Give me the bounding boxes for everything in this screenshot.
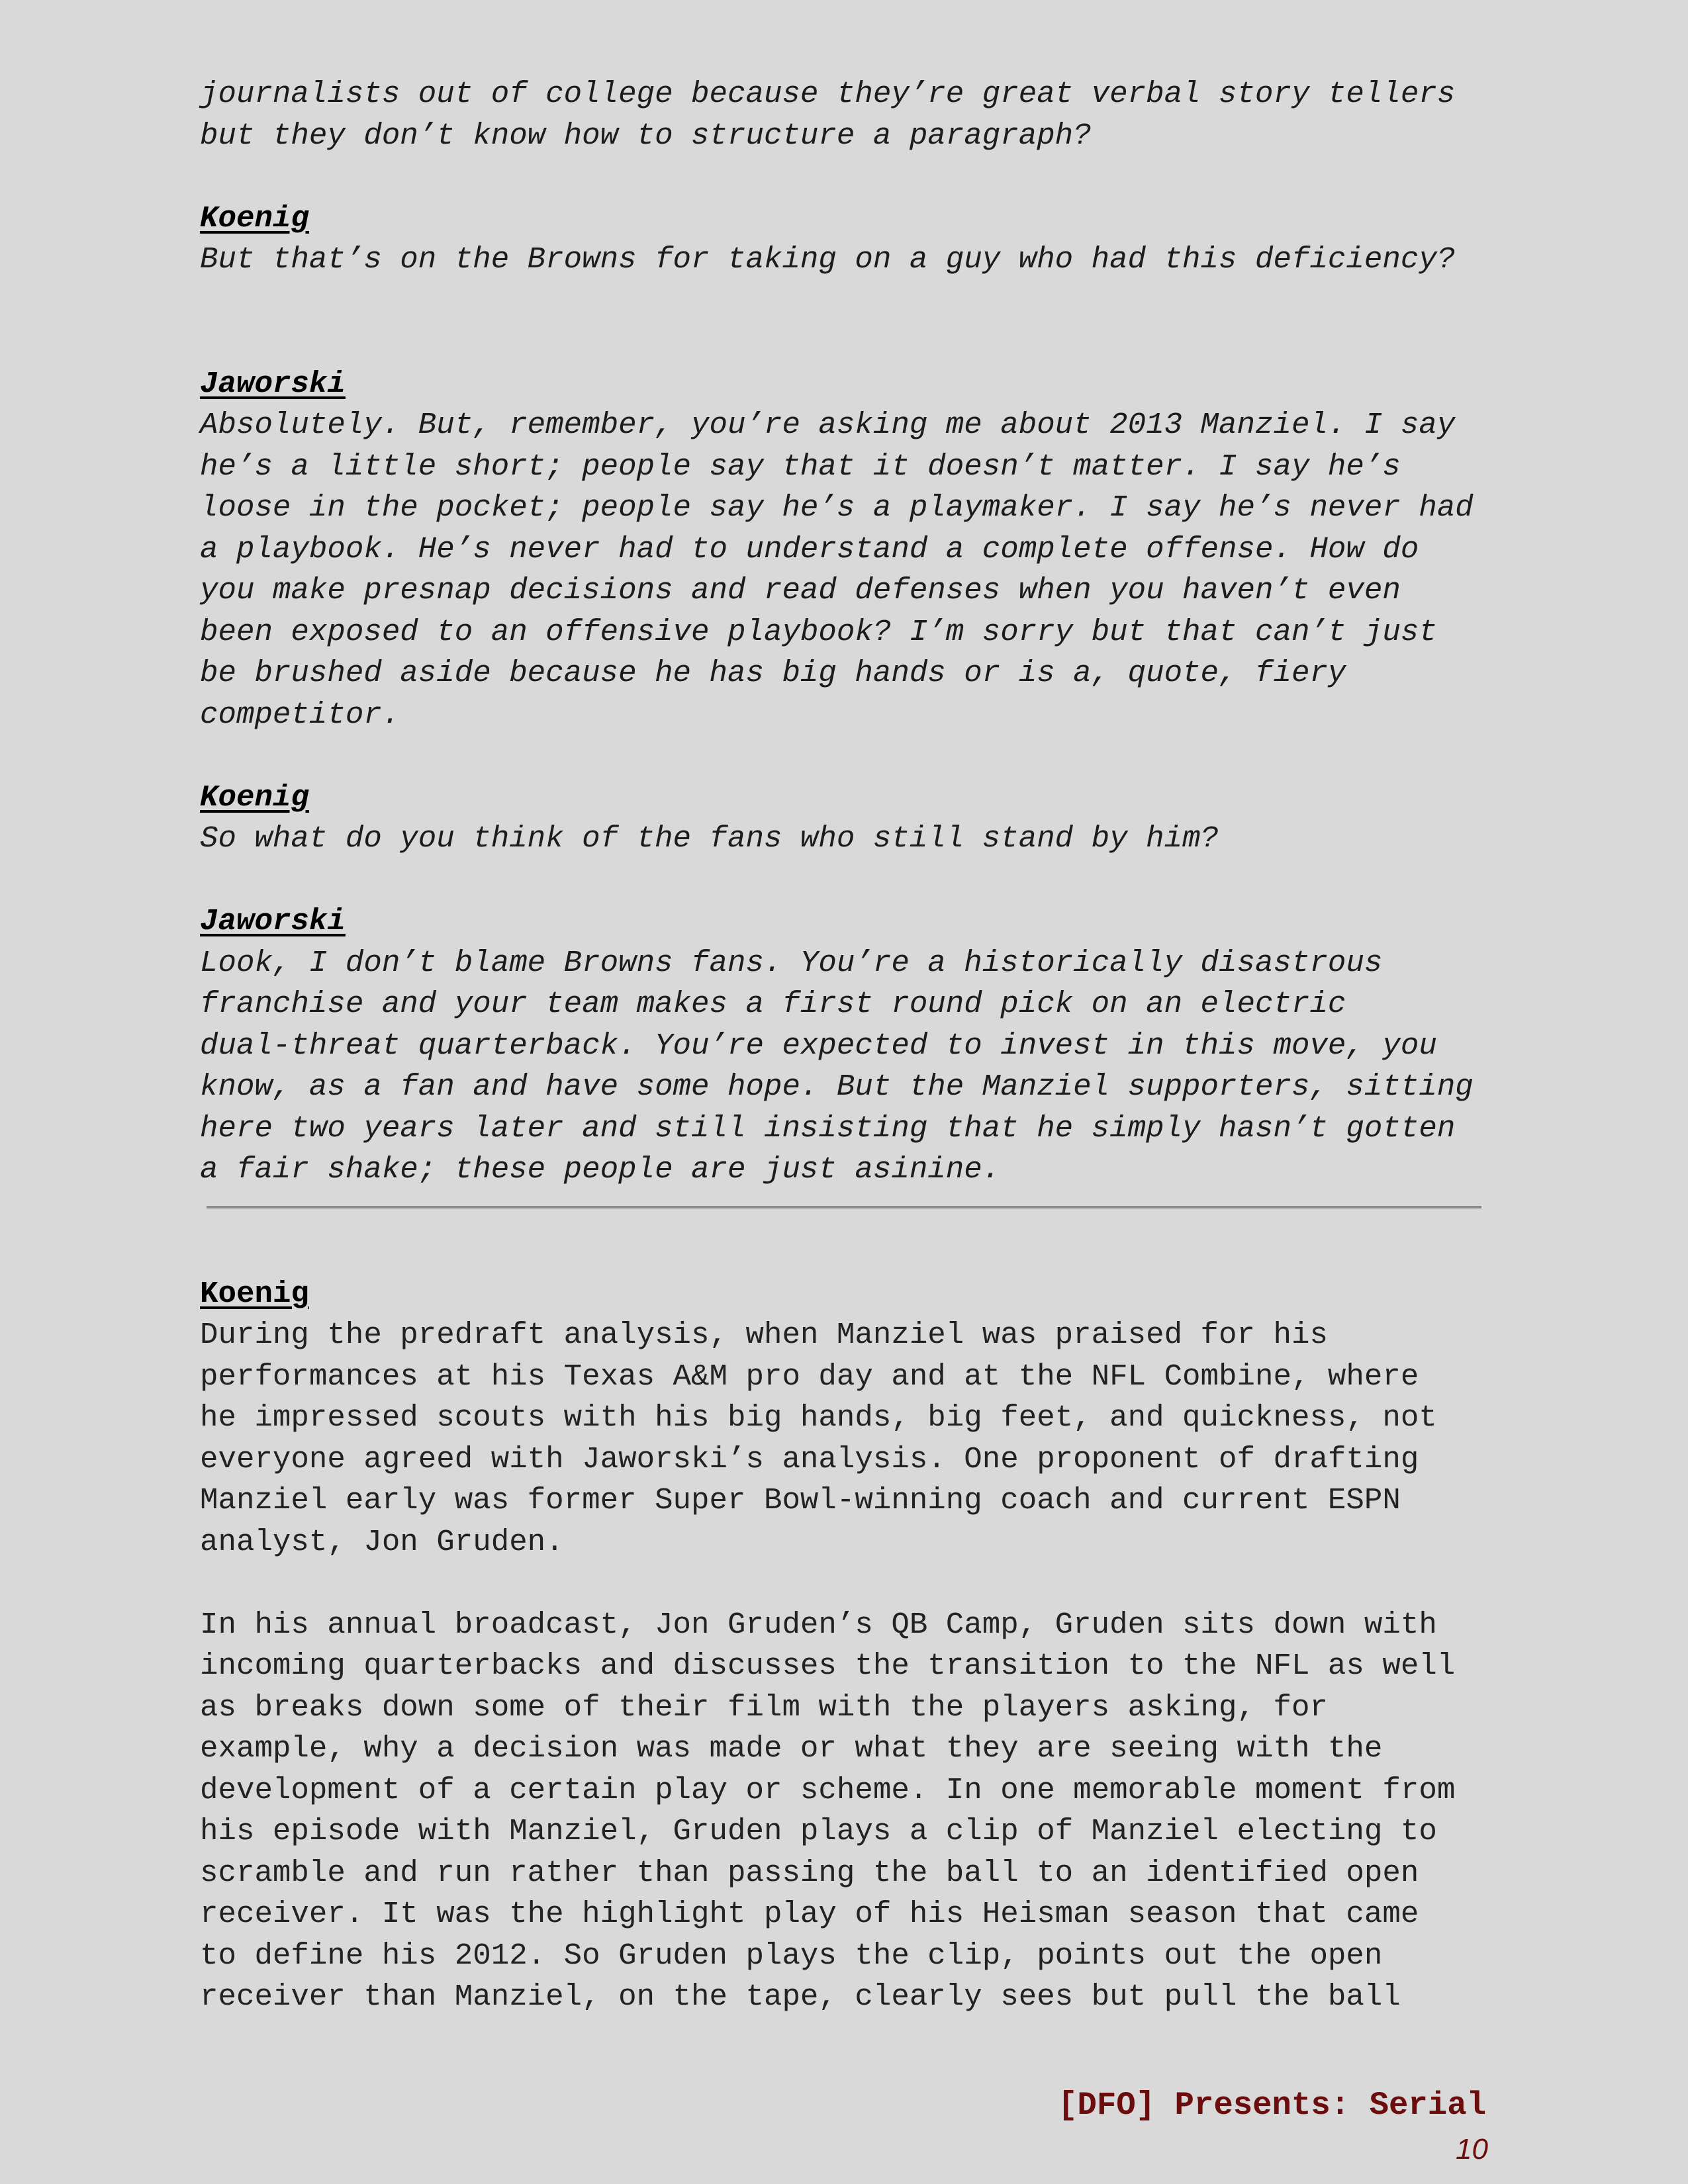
text-line: a fair shake; these people are just asinine. xyxy=(200,1152,1001,1187)
text-line: So what do you think of the fans who still stand by him? xyxy=(200,821,1219,856)
speaker-name: Koenig xyxy=(200,201,309,236)
text-line: receiver than Manziel, on the tape, clearly sees but pull the ball xyxy=(200,1979,1401,2014)
speaker-name: Koenig xyxy=(200,1276,309,1311)
text-line: Manziel early was former Super Bowl-winning coach and current ESPN xyxy=(200,1483,1401,1518)
text-line: receiver. It was the highlight play of his Heisman season that came xyxy=(200,1897,1419,1931)
text-line: to define his 2012. So Gruden plays the clip, points out the open xyxy=(200,1938,1383,1973)
exchange-koenig-1 xyxy=(200,198,1497,281)
narration-section xyxy=(200,1273,1497,2018)
text-line: But that’s on the Browns for taking on a guy who had this deficiency? xyxy=(200,242,1456,277)
text-line: example, why a decision was made or what they are seeing with the xyxy=(200,1731,1383,1766)
text-line: journalists out of college because they’re great verbal story tellers xyxy=(200,77,1456,111)
continued-quote xyxy=(200,73,1497,156)
text-line: been exposed to an offensive playbook? I’m sorry but that can’t just xyxy=(200,614,1437,649)
exchange-jaworski-2 xyxy=(200,901,1497,1191)
text-line: loose in the pocket; people say he’s a playmaker. I say he’s never had xyxy=(200,490,1474,525)
text-line: franchise and your team makes a first round pick on an electric xyxy=(200,987,1346,1021)
text-line: he’s a little short; people say that it doesn’t matter. I say he’s xyxy=(200,449,1401,484)
text-line: his episode with Manziel, Gruden plays a clip of Manziel electing to xyxy=(200,1814,1437,1848)
text-line: Look, I don’t blame Browns fans. You’re a historically disastrous xyxy=(200,945,1383,980)
text-line: analyst, Jon Gruden. xyxy=(200,1524,564,1559)
paragraph xyxy=(200,1314,1497,1563)
speaker-name: Koenig xyxy=(200,780,309,815)
spacer xyxy=(200,735,1497,777)
text-line: but they don’t know how to structure a paragraph? xyxy=(200,118,1092,153)
spacer xyxy=(200,156,1497,198)
horizontal-rule xyxy=(207,1206,1481,1208)
spacer xyxy=(200,860,1497,901)
text-line: as breaks down some of their film with the players asking, for xyxy=(200,1690,1328,1725)
exchange-jaworski-1 xyxy=(200,363,1497,736)
spacer xyxy=(200,1563,1497,1604)
text-line: performances at his Texas A&M pro day and at the NFL Combine, where xyxy=(200,1359,1419,1394)
text-line: scramble and run rather than passing the ball to an identified open xyxy=(200,1855,1419,1890)
text-line: know, as a fan and have some hope. But the Manziel supporters, sitting xyxy=(200,1069,1474,1104)
text-line: dual-threat quarterback. You’re expected to invest in this move, you xyxy=(200,1028,1437,1063)
text-line: here two years later and still insisting that he simply hasn’t gotten xyxy=(200,1111,1456,1146)
text-line: incoming quarterbacks and discusses the transition to the NFL as well xyxy=(200,1649,1456,1683)
text-line: competitor. xyxy=(200,697,400,732)
text-line: a playbook. He’s never had to understand a complete offense. How do xyxy=(200,531,1419,567)
text-line: Absolutely. But, remember, you’re asking me about 2013 Manziel. I say xyxy=(200,408,1456,442)
text-line: be brushed aside because he has big hands or is a, quote, fiery xyxy=(200,656,1346,690)
speaker-name: Jaworski xyxy=(200,904,346,938)
text-line: you make presnap decisions and read defenses when you haven’t even xyxy=(200,573,1401,608)
text-line: In his annual broadcast, Jon Gruden’s QB Camp, Gruden sits down with xyxy=(200,1607,1437,1642)
spacer xyxy=(200,322,1497,363)
exchange-koenig-2 xyxy=(200,777,1497,860)
text-line: During the predraft analysis, when Manziel was praised for his xyxy=(200,1318,1328,1352)
page-number: 10 xyxy=(1456,2133,1488,2165)
text-line: he impressed scouts with his big hands, big feet, and quickness, not xyxy=(200,1400,1437,1435)
footer-title: [DFO] Presents: Serial xyxy=(1058,2087,1486,2124)
speaker-name: Jaworski xyxy=(200,366,346,401)
page-body xyxy=(200,73,1497,2018)
spacer xyxy=(200,281,1497,322)
section-divider xyxy=(200,1191,1497,1273)
paragraph xyxy=(200,1604,1497,2018)
text-line: everyone agreed with Jaworski’s analysis. One proponent of drafting xyxy=(200,1441,1419,1477)
text-line: development of a certain play or scheme. In one memorable moment from xyxy=(200,1772,1456,1807)
